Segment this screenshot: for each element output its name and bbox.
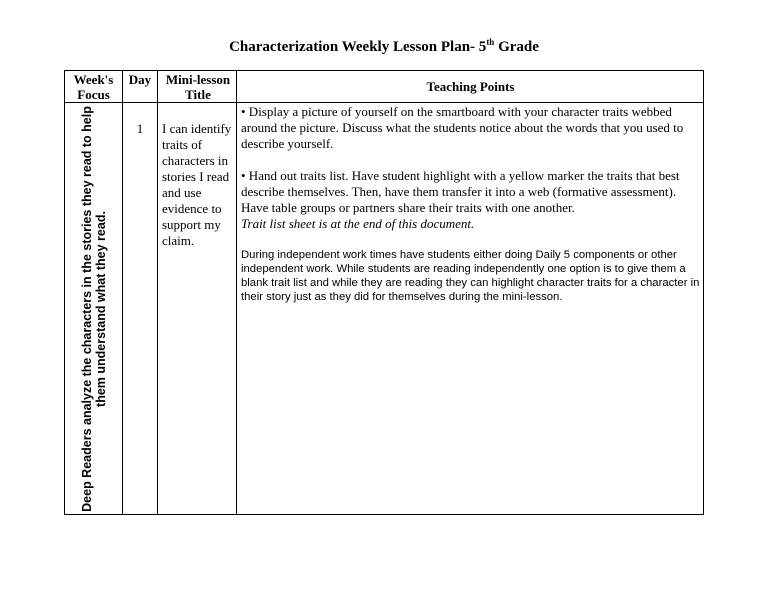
title-superscript: th — [486, 37, 495, 47]
lesson-plan-table — [64, 70, 704, 515]
teaching-points-cell — [241, 104, 701, 320]
page-title — [0, 37, 768, 56]
column-divider — [157, 71, 158, 514]
teaching-point: • Hand out traits list. Have student highlight with a yellow marker the traits that best describe themselves. Then, have them transfer it into a web (formative assessment). Have table groups or partners share their traits with one another. — [241, 168, 680, 215]
weeks-focus-cell — [65, 104, 122, 514]
day-cell: 1 — [136, 121, 144, 136]
header-teaching-points: Teaching Points — [426, 79, 515, 94]
title-suffix: Grade — [494, 39, 539, 55]
column-divider — [236, 71, 237, 514]
header-day: Day — [128, 72, 152, 87]
mini-lesson-title-cell: I can identify traits of characters in stories I read and use evidence to support my claim. — [162, 121, 232, 248]
header-divider — [65, 102, 703, 103]
teaching-point-note: Trait list sheet is at the end of this document. — [241, 216, 475, 231]
teaching-point: During independent work times have students either doing Daily 5 components or other independent work. While students are reading independently one option is to give them a blank trait list and while they are reading they can highlight character traits for a character in their story just as they did for themselves during the mini-lesson. — [241, 249, 700, 303]
teaching-point: • Display a picture of yourself on the smartboard with your character traits webbed around the picture. Discuss what the students notice about the words that you used to describe yourself. — [241, 104, 684, 151]
header-weeks-focus: Week's Focus — [73, 72, 114, 102]
column-divider — [122, 71, 123, 514]
title-text: Characterization Weekly Lesson Plan- 5 — [229, 39, 487, 55]
weeks-focus-text: Deep Readers analyze the characters in the stories they read to help them understand what they read. — [79, 106, 108, 512]
header-mini-lesson-title: Mini-lesson Title — [165, 72, 231, 102]
